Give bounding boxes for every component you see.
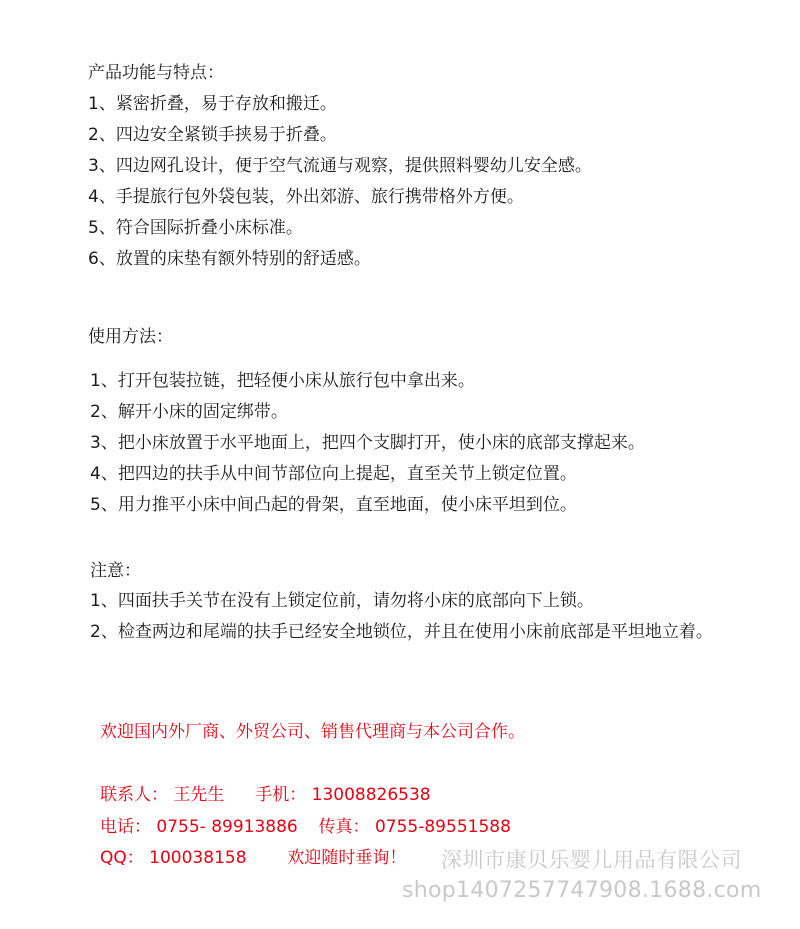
usage-item: 4、把四边的扶手从中间节部位向上提起，直至关节上锁定位置。 xyxy=(90,464,577,484)
mobile-number: 13008826538 xyxy=(311,785,431,805)
fax-number: 0755-89551588 xyxy=(374,817,511,837)
qq-number: 100038158 xyxy=(149,848,247,868)
contact-person-name: 王先生 xyxy=(173,785,225,805)
notes-list xyxy=(90,586,790,648)
phone-number: 0755- 89913886 xyxy=(156,817,298,837)
note-item: 1、四面扶手关节在没有上锁定位前，请勿将小床的底部向下上锁。 xyxy=(90,591,594,611)
phone-label: 电话： xyxy=(100,817,151,837)
notes-section xyxy=(90,556,790,587)
feature-item: 5、符合国际折叠小床标准。 xyxy=(88,218,303,238)
contact-person-line xyxy=(100,780,431,811)
fax-label: 传真： xyxy=(318,817,370,837)
feature-item: 1、紧密折叠，易于存放和搬迁。 xyxy=(88,94,337,114)
features-section xyxy=(88,58,788,275)
feature-item: 3、四边网孔设计，便于空气流通与观察，提供照料婴幼儿安全感。 xyxy=(88,156,592,176)
features-heading: 产品功能与特点： xyxy=(88,63,224,83)
usage-list xyxy=(90,366,790,521)
usage-heading: 使用方法： xyxy=(88,327,173,347)
welcome-text: 欢迎随时垂询！ xyxy=(287,848,407,868)
qq-label: QQ： xyxy=(100,848,144,868)
mobile-label: 手机： xyxy=(255,785,307,805)
usage-item: 5、用力推平小床中间凸起的骨架，直至地面，使小床平坦到位。 xyxy=(90,495,577,515)
phone-fax-line xyxy=(100,812,511,843)
watermark-url: shop1407257747908.1688.com xyxy=(402,878,762,903)
usage-section xyxy=(88,322,788,353)
notes-heading: 注意： xyxy=(90,561,141,581)
contact-person-label: 联系人： xyxy=(100,785,168,805)
feature-item: 6、放置的床垫有额外特别的舒适感。 xyxy=(88,249,371,269)
qq-line xyxy=(100,843,406,874)
note-item: 2、检查两边和尾端的扶手已经安全地锁位，并且在使用小床前底部是平坦地立着。 xyxy=(90,622,713,642)
usage-item: 1、打开包装拉链，把轻便小床从旅行包中拿出来。 xyxy=(90,371,475,391)
watermark-company: 深圳市康贝乐婴儿用品有限公司 xyxy=(441,848,742,872)
cooperation-invite: 欢迎国内外厂商、外贸公司、销售代理商与本公司合作。 xyxy=(100,722,525,742)
feature-item: 4、手提旅行包外袋包装，外出郊游、旅行携带格外方便。 xyxy=(88,187,524,207)
usage-item: 3、把小床放置于水平地面上，把四个支脚打开，使小床的底部支撑起来。 xyxy=(90,433,645,453)
usage-item: 2、解开小床的固定绑带。 xyxy=(90,402,288,422)
feature-item: 2、四边安全紧锁手挟易于折叠。 xyxy=(88,125,337,145)
